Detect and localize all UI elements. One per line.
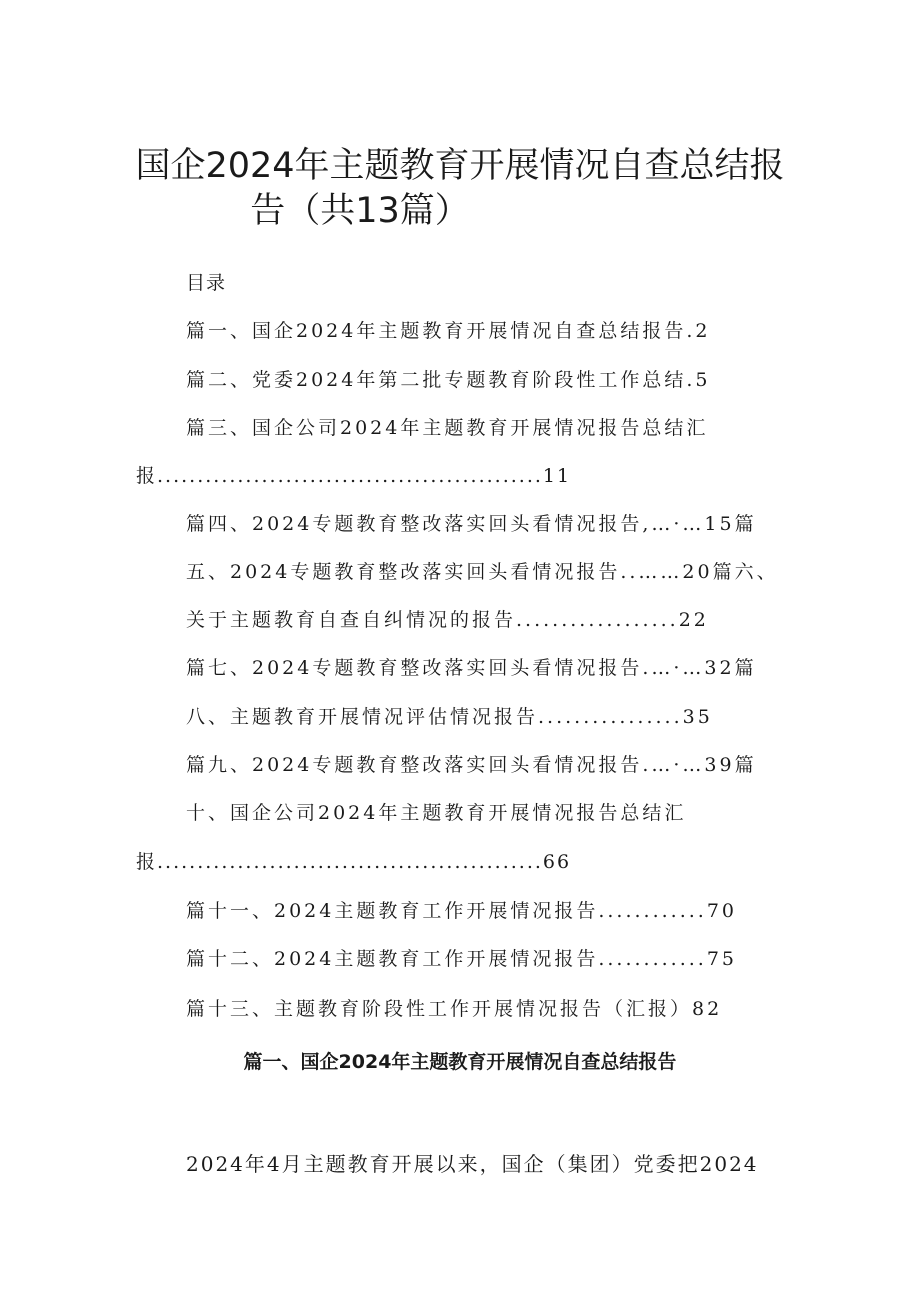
body-paragraph: 2024年4月主题教育开展以来，国企（集团）党委把2024	[186, 1152, 759, 1176]
toc-entry-2: 篇二、党委2024年第二批专题教育阶段性工作总结.5	[186, 369, 711, 391]
document-title-line-2: 告（共13篇）	[250, 191, 470, 231]
toc-entry-6: 关于主题教育自查自纠情况的报告..................22	[186, 609, 709, 631]
document-title-line-1: 国企2024年主题教育开展情况自查总结报	[135, 146, 785, 186]
toc-entry-12: 篇十二、2024主题教育工作开展情况报告............75	[186, 948, 738, 970]
toc-entry-3: 篇三、国企公司2024年主题教育开展情况报告总结汇	[186, 417, 709, 439]
toc-entry-8: 八、主题教育开展情况评估情况报告................35	[186, 706, 713, 728]
toc-entry-1: 篇一、国企2024年主题教育开展情况自查总结报告.2	[186, 320, 711, 342]
toc-entry-11: 篇十一、2024主题教育工作开展情况报告............70	[186, 900, 738, 922]
toc-entry-7: 篇七、2024专题教育整改落实回头看情况报告.…·…32篇	[186, 657, 757, 679]
toc-entry-9: 篇九、2024专题教育整改落实回头看情况报告.…·…39篇	[186, 754, 757, 776]
toc-entry-4: 篇四、2024专题教育整改落实回头看情况报告,…·…15篇	[186, 513, 757, 535]
toc-entry-10: 十、国企公司2024年主题教育开展情况报告总结汇	[186, 802, 687, 824]
toc-entry-13: 篇十三、主题教育阶段性工作开展情况报告（汇报）82	[186, 998, 723, 1020]
section-heading: 篇一、国企2024年主题教育开展情况自查总结报告	[243, 1051, 677, 1073]
toc-entry-3-continuation: 报................................................11	[136, 465, 572, 487]
toc-entry-5: 五、2024专题教育整改落实回头看情况报告..……20篇六、	[186, 561, 779, 583]
toc-heading: 目录	[186, 272, 227, 294]
toc-entry-10-continuation: 报................................................66	[136, 851, 572, 873]
